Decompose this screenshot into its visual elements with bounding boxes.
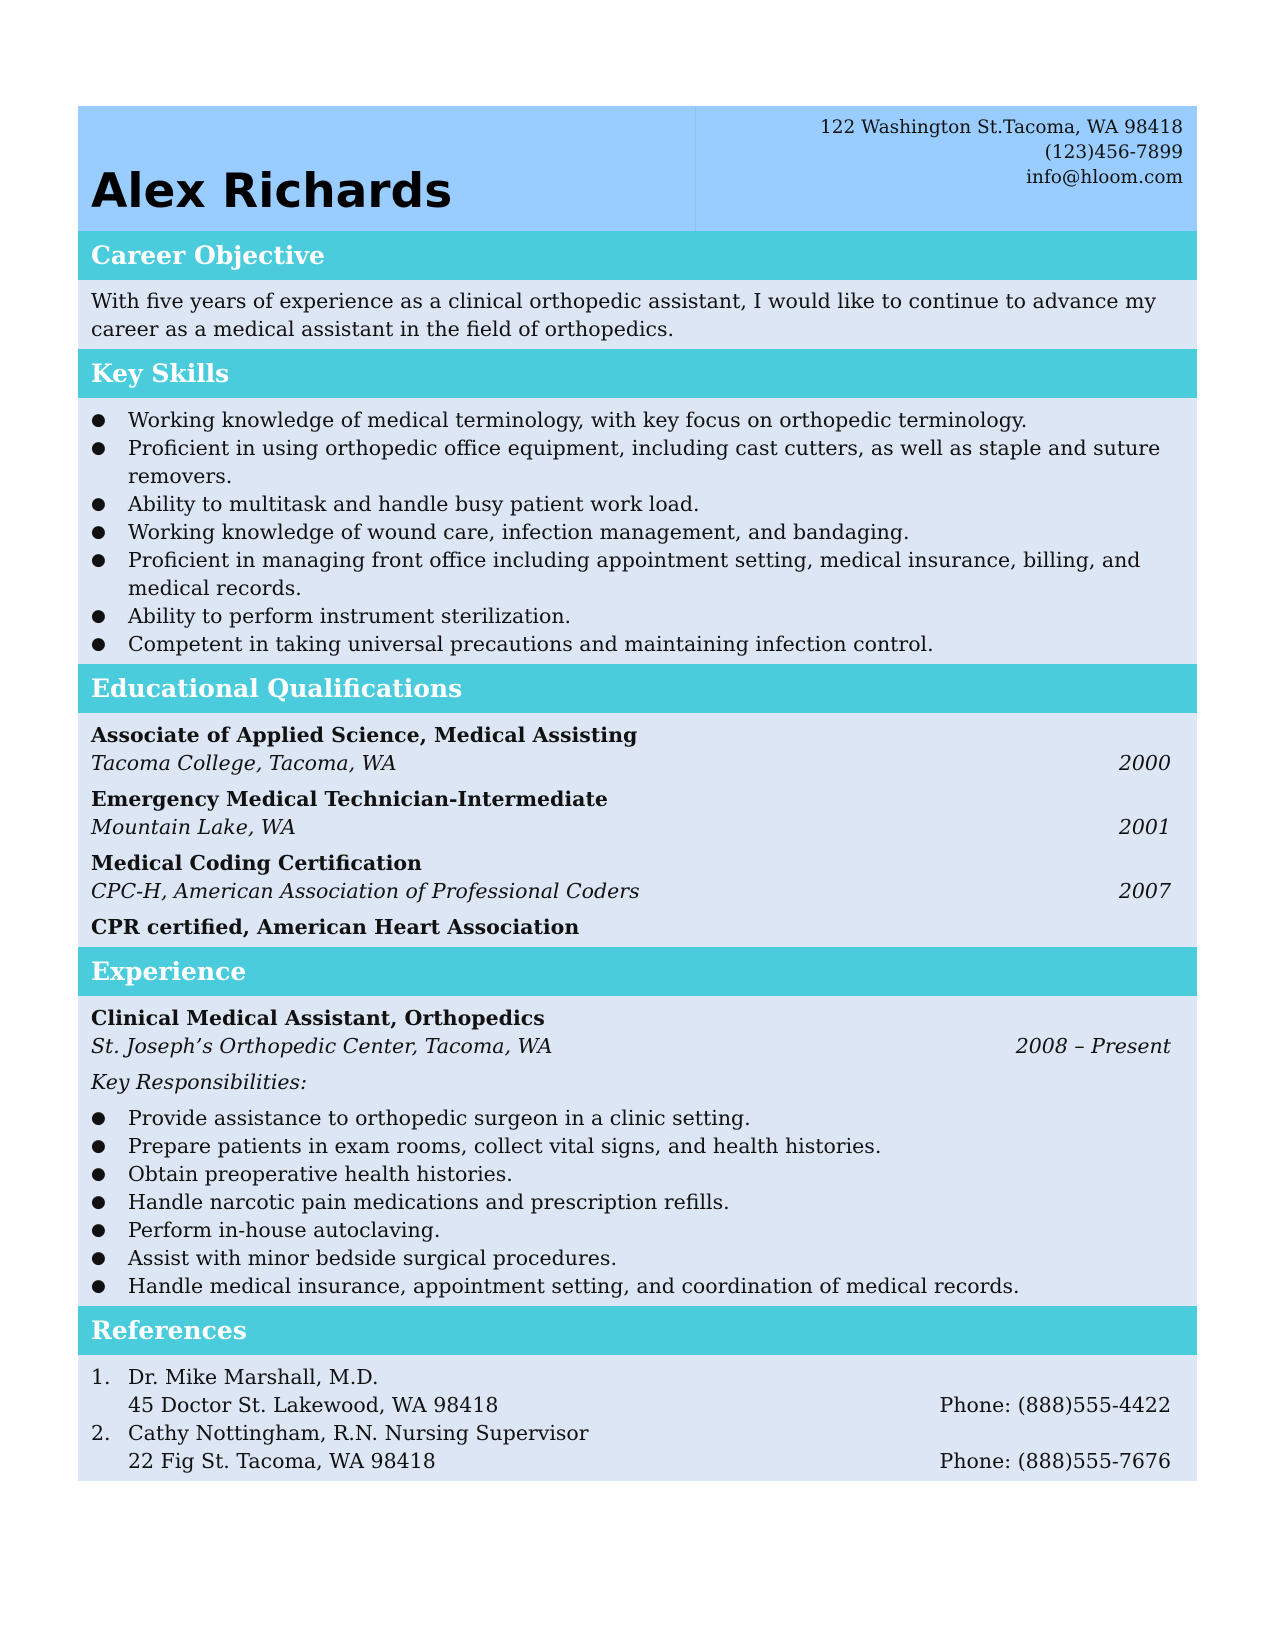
list-item: ● Working knowledge of wound care, infection management, and bandaging. — [91, 518, 1171, 546]
education-item — [91, 785, 1171, 841]
education-year: 2007 — [1118, 879, 1171, 903]
reference-details — [128, 1391, 1171, 1419]
candidate-name: Alex Richards — [91, 164, 453, 219]
key-skills-list — [91, 406, 1171, 658]
section-title-key-skills: Key Skills — [78, 349, 1197, 398]
list-item: ● Obtain preoperative health histories. — [91, 1160, 1171, 1188]
reference-number: 1. — [91, 1365, 111, 1389]
reference-details — [128, 1447, 1171, 1475]
education-degree: CPR certified, American Heart Association — [91, 915, 580, 939]
section-title-references: References — [78, 1306, 1197, 1355]
resume-page — [78, 106, 1197, 1481]
list-item: ● Competent in taking universal precautions and maintaining infection control. — [91, 630, 1171, 658]
contact-info — [820, 115, 1183, 190]
education-year: 2001 — [1118, 815, 1171, 839]
education-item — [91, 849, 1171, 905]
section-title-education: Educational Qualifications — [78, 664, 1197, 713]
list-item: ● Proficient in managing front office including appointment setting, medical insurance, billing, and medical records. — [91, 546, 1171, 602]
reference-address: 22 Fig St. Tacoma, WA 98418 — [128, 1449, 436, 1473]
experience-body — [78, 996, 1197, 1306]
list-item: ● Proficient in using orthopedic office equipment, including cast cutters, as well as staple and suture removers. — [91, 434, 1171, 490]
list-item: ● Prepare patients in exam rooms, collect vital signs, and health histories. — [91, 1132, 1171, 1160]
header-divider — [695, 106, 696, 231]
education-item — [91, 721, 1171, 777]
list-item: ● Ability to multitask and handle busy patient work load. — [91, 490, 1171, 518]
list-item: ● Working knowledge of medical terminology, with key focus on orthopedic terminology. — [91, 406, 1171, 434]
contact-phone: (123)456-7899 — [1044, 142, 1183, 163]
education-degree: Associate of Applied Science, Medical Assisting — [91, 723, 638, 747]
key-skills-body — [78, 398, 1197, 664]
job-employer: St. Joseph’s Orthopedic Center, Tacoma, WA — [91, 1034, 553, 1058]
education-details — [91, 749, 1171, 777]
career-objective-body — [78, 280, 1197, 349]
job-dates: 2008 – Present — [1015, 1034, 1171, 1058]
education-body — [78, 713, 1197, 947]
list-item: ● Provide assistance to orthopedic surgeon in a clinic setting. — [91, 1104, 1171, 1132]
reference-item — [91, 1419, 1171, 1475]
education-item — [91, 913, 1171, 941]
career-objective-text: With five years of experience as a clinical orthopedic assistant, I would like to continue to advance my career as a medical assistant in the field of orthopedics. — [91, 289, 1157, 341]
list-item: ● Handle medical insurance, appointment setting, and coordination of medical records. — [91, 1272, 1171, 1300]
responsibilities-label: Key Responsibilities: — [91, 1070, 307, 1094]
reference-number: 2. — [91, 1421, 111, 1445]
responsibilities-list — [91, 1104, 1171, 1300]
section-title-experience: Experience — [78, 947, 1197, 996]
education-degree: Emergency Medical Technician-Intermediate — [91, 787, 608, 811]
list-item: ● Perform in-house autoclaving. — [91, 1216, 1171, 1244]
list-item: ● Handle narcotic pain medications and prescription refills. — [91, 1188, 1171, 1216]
job-title: Clinical Medical Assistant, Orthopedics — [91, 1006, 545, 1030]
contact-address: 122 Washington St.Tacoma, WA 98418 — [819, 117, 1183, 138]
contact-email: info@hloom.com — [1026, 167, 1183, 188]
reference-name: Cathy Nottingham, R.N. Nursing Supervisor — [128, 1421, 589, 1445]
job-details — [91, 1032, 1171, 1060]
reference-phone: Phone: (888)555-7676 — [939, 1449, 1171, 1473]
list-item: ● Ability to perform instrument sterilization. — [91, 602, 1171, 630]
education-details — [91, 813, 1171, 841]
references-list — [91, 1363, 1171, 1475]
education-institution: Tacoma College, Tacoma, WA — [91, 751, 397, 775]
reference-item — [91, 1363, 1171, 1419]
education-institution: Mountain Lake, WA — [91, 815, 296, 839]
education-year: 2000 — [1118, 751, 1171, 775]
references-body — [78, 1355, 1197, 1481]
resume-header — [78, 106, 1197, 231]
reference-address: 45 Doctor St. Lakewood, WA 98418 — [128, 1393, 499, 1417]
reference-name: Dr. Mike Marshall, M.D. — [128, 1365, 379, 1389]
education-degree: Medical Coding Certification — [91, 851, 422, 875]
education-institution: CPC-H, American Association of Professional Coders — [91, 879, 640, 903]
list-item: ● Assist with minor bedside surgical procedures. — [91, 1244, 1171, 1272]
section-title-career-objective: Career Objective — [78, 231, 1197, 280]
education-details — [91, 877, 1171, 905]
reference-phone: Phone: (888)555-4422 — [939, 1393, 1171, 1417]
